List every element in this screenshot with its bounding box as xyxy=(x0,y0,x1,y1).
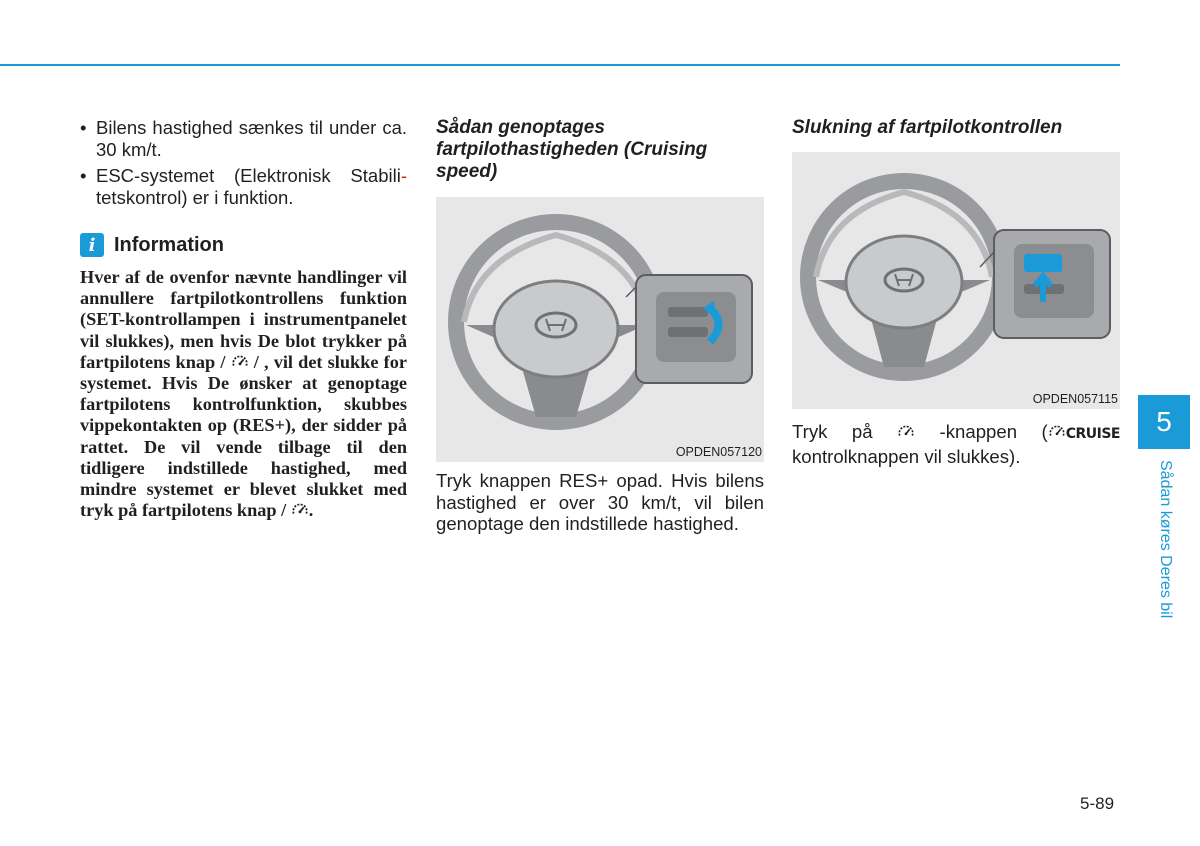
section-heading-cancel: Slukning af fartpilotkontrollen xyxy=(792,117,1063,138)
column-left xyxy=(80,117,407,521)
steering-wheel-illustration xyxy=(436,197,764,462)
list-item xyxy=(80,117,407,161)
bullet-marker: • xyxy=(80,117,87,138)
cruise-speedometer-icon xyxy=(1048,423,1066,441)
information-title: Information xyxy=(114,233,224,256)
resume-instructions: Tryk knappen RES+ opad. Hvis bilens hastighed er over 30 km/t, vil bilen genoptage den indstillede hastighed. xyxy=(436,470,764,534)
cancel-text-a: Tryk på xyxy=(792,421,873,442)
cancel-text-b: -knappen ( xyxy=(939,421,1048,442)
cruise-speedometer-icon xyxy=(231,353,249,371)
info-icon: i xyxy=(80,233,104,257)
condition-list xyxy=(80,117,407,209)
list-item-text: Bilens hastighed sænkes til under ca. 30 km/t. xyxy=(96,117,407,160)
column-middle xyxy=(436,117,764,535)
list-item xyxy=(80,165,407,209)
cancel-text-c: kontrolknappen vil slukkes). xyxy=(792,445,1021,467)
chapter-title: Sådan køres Deres bil xyxy=(1157,460,1174,619)
section-heading-resume: Sådan genoptages fartpilothastigheden (Cruising speed) xyxy=(436,117,708,182)
bullet-marker: • xyxy=(80,165,87,186)
information-text xyxy=(80,267,407,521)
information-header xyxy=(80,233,407,257)
figure-code: OPDEN057115 xyxy=(1032,392,1118,406)
info-text-part3: . xyxy=(308,500,314,521)
list-item-text-a: ESC-systemet (Elektronisk Stabili xyxy=(96,165,401,186)
cruise-speedometer-icon xyxy=(897,423,915,441)
page-number: 5-89 xyxy=(1080,794,1115,813)
hyphen: - xyxy=(400,165,407,186)
list-item-text-b: tetskontrol) er i funktion. xyxy=(96,187,294,208)
column-right xyxy=(792,117,1120,467)
cruise-label: CRUISE xyxy=(1065,426,1120,442)
info-text-part1: Hver af de ovenfor nævnte handlinger vil annullere fartpilotkontrollens funktion (SET-kontrollampen i instrumentpanelet vil slukkes), men hvis De blot trykker på fartpilotens knap / xyxy=(80,267,407,372)
cruise-speedometer-icon xyxy=(291,501,309,519)
figure-code: OPDEN057120 xyxy=(675,445,762,459)
chapter-tab: 5 xyxy=(1138,395,1190,449)
info-text-part2: / , vil det slukke for systemet. Hvis De ønsker at genoptage fartpilotens kontrolfunktion, skubbes vippekontakten op (RES+), der sidder på rattet. De vil vende tilbage til den tidligere indstillede hastighed, med mindre systemet er blevet slukket med tryk på fartpilotens knap / xyxy=(80,351,407,521)
cancel-instructions xyxy=(792,421,1120,467)
header-rule xyxy=(0,64,1120,66)
steering-wheel-illustration xyxy=(792,152,1120,409)
steering-wheel-figure-resume xyxy=(436,197,764,462)
steering-wheel-figure-cancel xyxy=(792,152,1120,409)
